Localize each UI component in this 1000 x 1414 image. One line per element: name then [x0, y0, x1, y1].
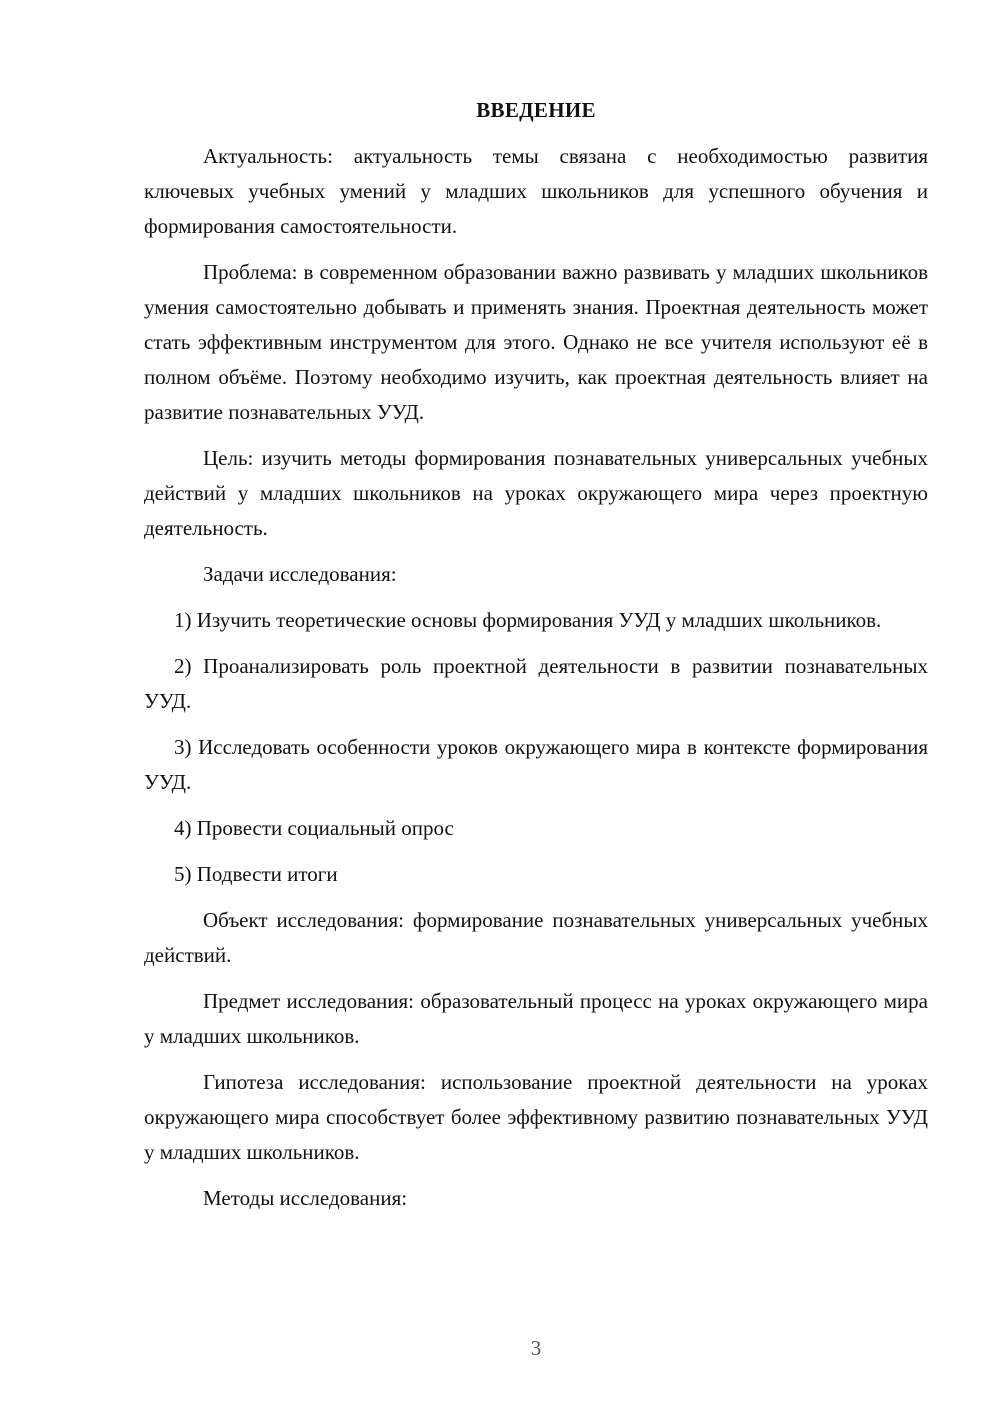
methods-heading: Методы исследования:	[203, 1186, 408, 1210]
problem-paragraph: Проблема: в современном образовании важно развивать у младших школьников умения самостоятельно добывать и применять знания. Проектная деятельность может стать эффективным инструментом для этого. Однако не все учителя используют её в полном объёме. Поэтому необходимо изучить, как проектная деятельность влияет на развитие познавательных УУД.	[144, 260, 928, 424]
goal-paragraph: Цель: изучить методы формирования познавательных универсальных учебных действий у младших школьников на уроках окружающего мира через проектную деятельность.	[144, 446, 928, 540]
relevance-paragraph: Актуальность: актуальность темы связана с необходимостью развития ключевых учебных умений у младших школьников для успешного обучения и формирования самостоятельности.	[144, 144, 928, 238]
hypothesis-paragraph: Гипотеза исследования: использование проектной деятельности на уроках окружающего мира способствует более эффективному развитию познавательных УУД у младших школьников.	[144, 1070, 928, 1164]
task-item-3: 3) Исследовать особенности уроков окружающего мира в контексте формирования УУД.	[144, 735, 928, 794]
document-page	[144, 95, 928, 1227]
page-title: ВВЕДЕНИЕ	[476, 98, 596, 122]
tasks-heading: Задачи исследования:	[203, 562, 397, 586]
task-item-5: 5) Подвести итоги	[174, 862, 338, 886]
subject-paragraph: Предмет исследования: образовательный процесс на уроках окружающего мира у младших школьников.	[144, 989, 928, 1048]
task-item-4: 4) Провести социальный опрос	[174, 816, 454, 840]
page-number: 3	[530, 1336, 542, 1360]
task-item-2: 2) Проанализировать роль проектной деятельности в развитии познавательных УУД.	[144, 654, 928, 713]
object-paragraph: Объект исследования: формирование познавательных универсальных учебных действий.	[144, 908, 928, 967]
task-item-1: 1) Изучить теоретические основы формирования УУД у младших школьников.	[174, 608, 882, 632]
